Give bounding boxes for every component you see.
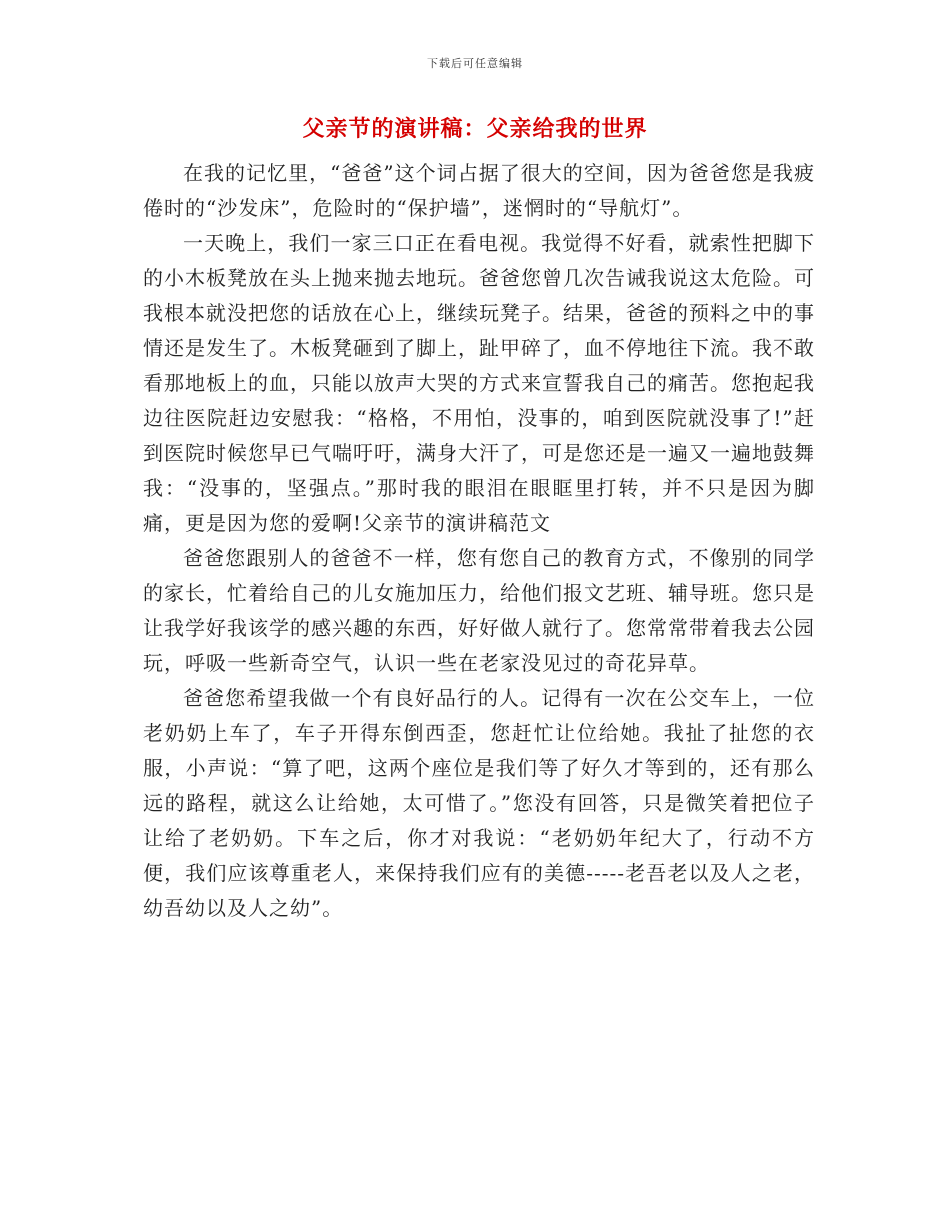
header-note: 下载后可任意编辑 xyxy=(427,57,523,70)
paragraph: 爸爸您希望我做一个有良好品行的人。记得有一次在公交车上，一位老奶奶上车了，车子开得东倒西歪，您赶忙让位给她。我扯了扯您的衣服，小声说：“算了吧，这两个座位是我们等了好久才等到的，还有那么远的路程，就这么让给她，太可惜了。”您没有回答，只是微笑着把位子让给了老奶奶。下车之后，你才对我说：“老奶奶年纪大了，行动不方便，我们应该尊重老人，来保持我们应有的美德-----老吾老以及人之老，幼吾幼以及人之幼”。 xyxy=(143,686,815,920)
document-title: 父亲节的演讲稿：父亲给我的世界 xyxy=(302,116,648,142)
document-body xyxy=(143,156,815,926)
paragraph: 一天晚上，我们一家三口正在看电视。我觉得不好看，就索性把脚下的小木板凳放在头上抛来抛去地玩。爸爸您曾几次告诫我说这太危险。可我根本就没把您的话放在心上，继续玩凳子。结果，爸爸的预料之中的事情还是发生了。木板凳砸到了脚上，趾甲碎了，血不停地往下流。我不敢看那地板上的血，只能以放声大哭的方式来宣誓我自己的痛苦。您抱起我边往医院赶边安慰我：“格格，不用怕，没事的，咱到医院就没事了!”赶到医院时候您早已气喘吁吁，满身大汗了，可是您还是一遍又一遍地鼓舞我：“没事的，坚强点。”那时我的眼泪在眼眶里打转，并不只是因为脚痛，更是因为您的爱啊!父亲节的演讲稿范文 xyxy=(143,231,815,535)
paragraph: 在我的记忆里，“爸爸”这个词占据了很大的空间，因为爸爸您是我疲倦时的“沙发床”，危险时的“保护墙”，迷惘时的“导航灯”。 xyxy=(143,161,815,220)
paragraph: 爸爸您跟别人的爸爸不一样，您有您自己的教育方式，不像别的同学的家长，忙着给自己的儿女施加压力，给他们报文艺班、辅导班。您只是让我学好我该学的感兴趣的东西，好好做人就行了。您常常带着我去公园玩，呼吸一些新奇空气，认识一些在老家没见过的奇花异草。 xyxy=(143,546,815,675)
